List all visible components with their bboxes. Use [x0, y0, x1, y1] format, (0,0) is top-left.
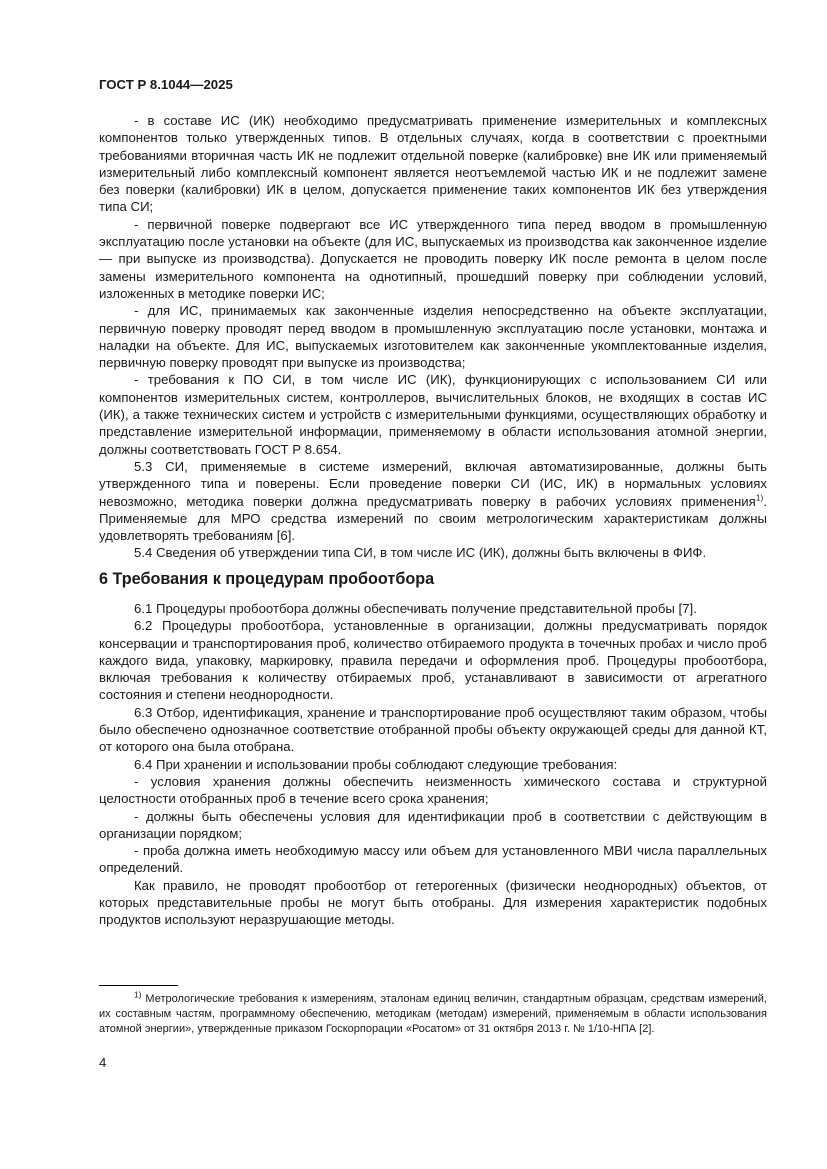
footnote-divider	[99, 985, 178, 986]
paragraph: - требования к ПО СИ, в том числе ИС (ИК), функционирующих с использованием СИ или компонентов измерительных систем, контроллеров, вычислительных блоков, не входящих в состав ИС (ИК), а также технических систем и устройств с измерительными функциями, осуществляющих обработку и представление измерительной информации, применяемому в области использования атомной энергии, должны соответствовать ГОСТ Р 8.654.	[99, 372, 767, 457]
paragraph-5-3	[99, 458, 767, 544]
paragraph: - в составе ИС (ИК) необходимо предусматривать применение измерительных и комплексных компонентов только утвержденных типов. В отдельных случаях, когда в соответствии с проектными требованиями вторичная часть ИК не подлежит отдельной поверке (калибровке) вне ИК или применяемый измерительный либо комплексный компонент является неотъемлемой частью ИК и не подлежит замене без поверки (калибровки) ИК в целом, допускается применение таких компонентов ИК без утверждения типа СИ;	[99, 113, 767, 215]
footnote	[99, 989, 767, 1037]
footnote-body	[99, 989, 767, 1037]
section-6-title: 6 Требования к процедурам пробоотбора	[99, 570, 435, 588]
paragraph: 6.1 Процедуры пробоотбора должны обеспечивать получение представительной пробы [7].	[134, 601, 697, 616]
section-6-text	[99, 600, 767, 929]
paragraph: - для ИС, принимаемых как законченные изделия непосредственно на объекте эксплуатации, первичную поверку проводят перед вводом в промышленную эксплуатацию после установки, монтажа и наладки на объекте. Для ИС, выпускаемых изготовителем как законченные укомплектованные изделия, первичную поверку проводят при выпуске из производства;	[99, 303, 767, 371]
paragraph: - условия хранения должны обеспечить неизменность химического состава и структурной целостности отобранных проб в течение всего срока хранения;	[99, 773, 767, 807]
paragraph: 6.3 Отбор, идентификация, хранение и транспортирование проб осуществляют таким образом, чтобы было обеспечено однозначное соответствие отобранной пробы объекту окружающей среды для данной КТ, от которого она была отобрана.	[99, 704, 767, 755]
paragraph-5-4: 5.4 Сведения об утверждении типа СИ, в том числе ИС (ИК), должны быть включены в ФИФ.	[134, 545, 707, 561]
paragraph-text: . Применяемые для МРО средства измерений по своим метрологическим характеристикам должны удовлетворять требованиям [6].	[99, 493, 767, 544]
footnote-reference[interactable]: 1)	[755, 492, 764, 503]
section-5-text	[99, 112, 767, 562]
paragraph: 6.4 При хранении и использовании пробы соблюдают следующие требования:	[134, 756, 618, 772]
paragraph: - первичной поверке подвергают все ИС утвержденного типа перед вводом в промышленную эксплуатацию после установки на объекте (для ИС, выпускаемых из производства как законченное изделие — при выпуске из производства). Допускается не проводить поверку ИК после ремонта в целом после замены измерительного компонента на однотипный, прошедший поверку при соблюдении условий, изложенных в методике поверки ИС;	[99, 216, 767, 301]
footnote-marker: 1)	[134, 989, 142, 1000]
paragraph: Как правило, не проводят пробоотбор от гетерогенных (физически неоднородных) объектов, от которых представительные пробы не могут быть отобраны. Для измерения характеристик подобных продуктов используют неразрушающие методы.	[99, 877, 767, 928]
paragraph: - должны быть обеспечены условия для идентификации проб в соответствии с действующим в организации порядком;	[99, 808, 767, 841]
paragraph: 6.2 Процедуры пробоотбора, установленные в организации, должны предусматривать порядок консервации и транспортирования проб, количество отбираемого продукта в точечных пробах и число проб каждого вида, упаковку, маркировку, правила передачи и оформления проб. Процедуры пробоотбора, включая требования к количеству отбираемых проб, устанавливают в зависимости от агрегатного состояния и степени неоднородности.	[99, 618, 767, 703]
page-number: 4	[99, 1055, 107, 1070]
document-header: ГОСТ Р 8.1044—2025	[99, 77, 233, 92]
paragraph: - проба должна иметь необходимую массу или объем для установленного МВИ числа параллельных определений.	[99, 843, 767, 876]
paragraph-text: 5.3 СИ, применяемые в системе измерений, включая автоматизированные, должны быть утвержденного типа и поверены. Если проведение поверки СИ (ИС, ИК) в нормальных условиях невозможно, методика поверки должна предусматривать поверку в рабочих условиях применения	[99, 458, 767, 509]
footnote-text: Метрологические требования к измерениям, эталонам единиц величин, стандартным образцам, средствам измерений, их составным частям, программному обеспечению, методикам (методам) измерений, применяемым в области использования атомной энергии», утвержденные приказом Госкорпорации «Росатом» от 31 октября 2013 г. № 1/10-НПА [2].	[99, 993, 767, 1035]
